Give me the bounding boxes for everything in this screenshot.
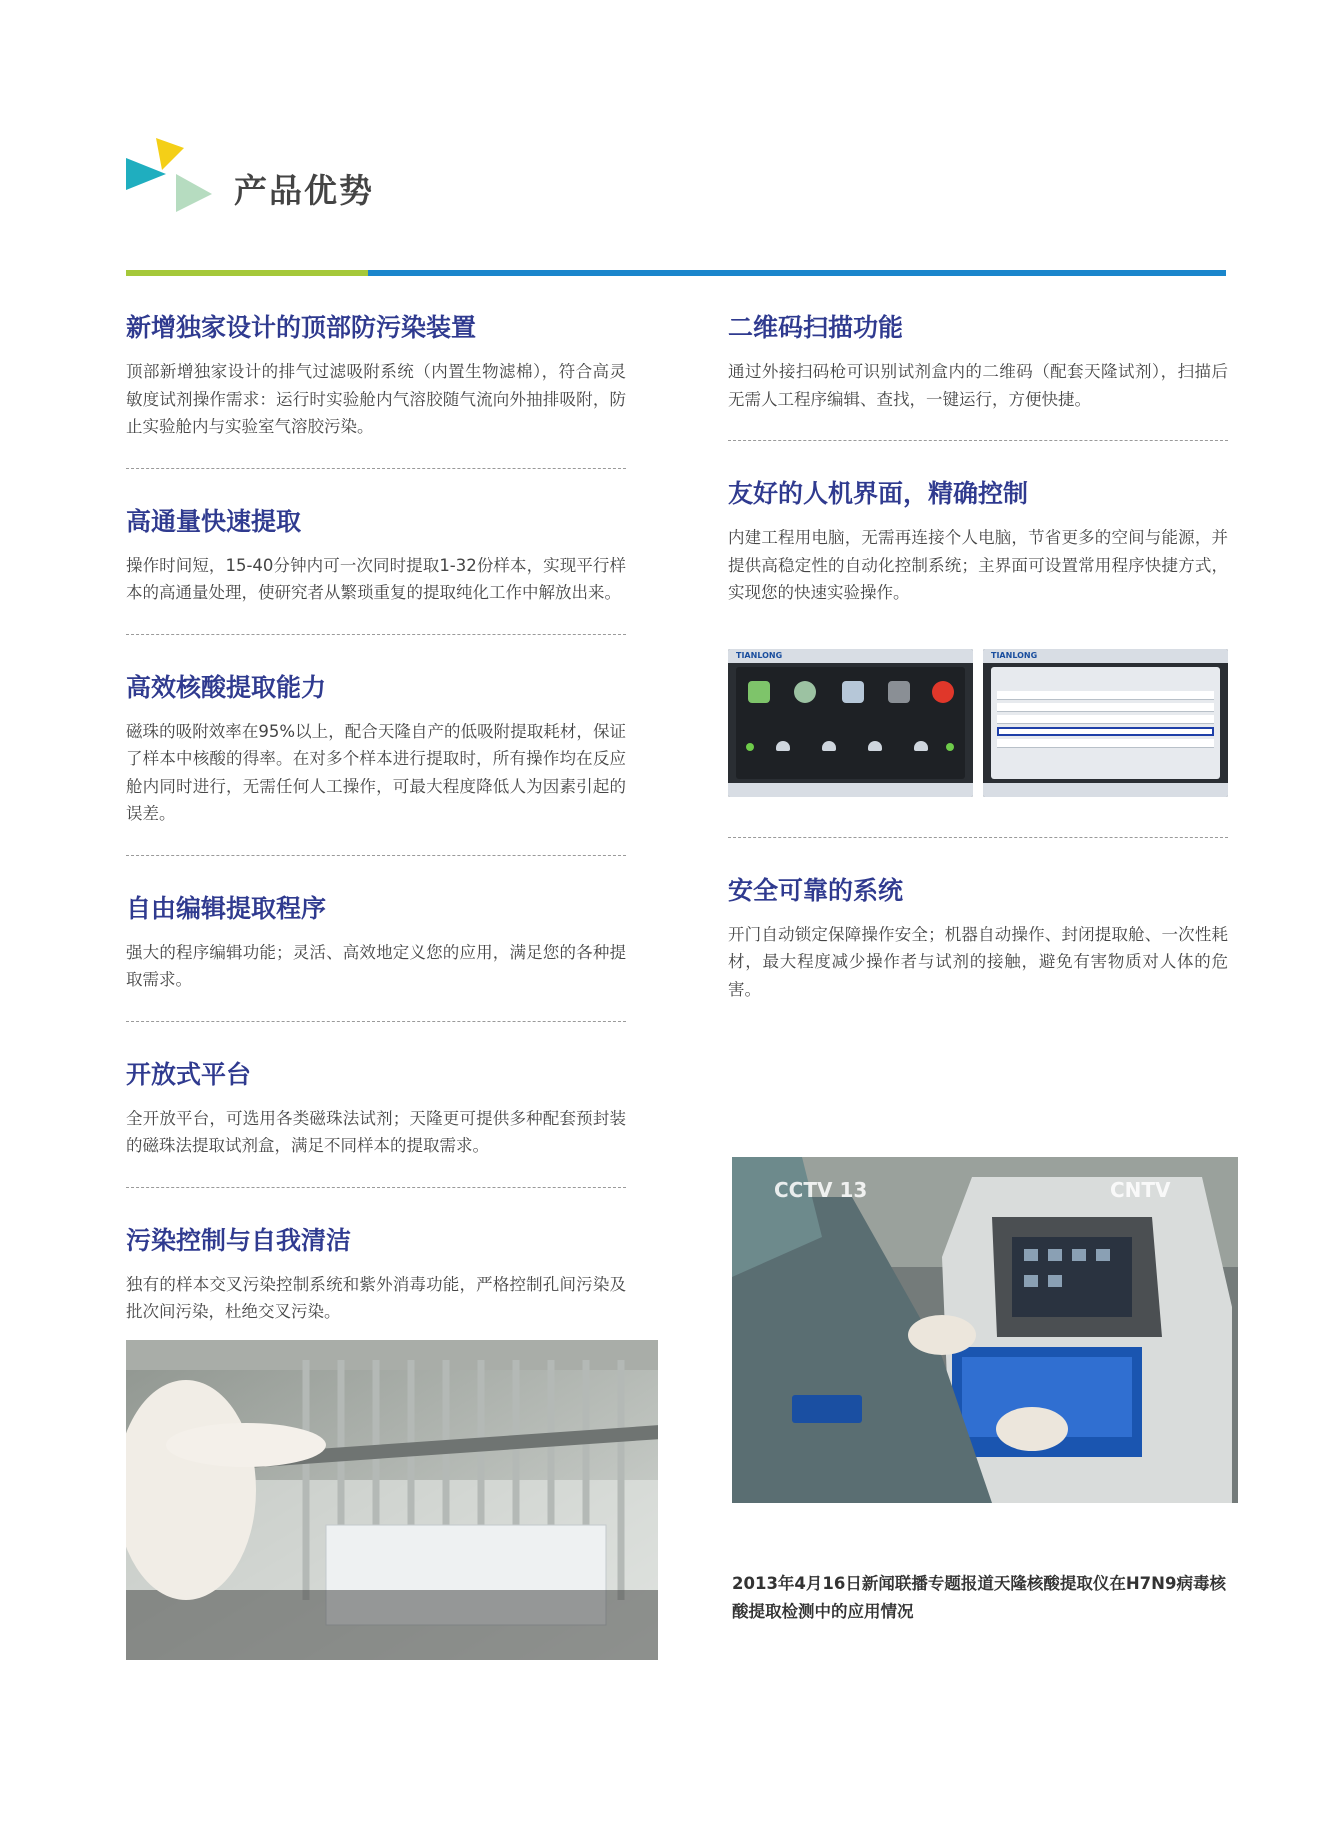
section-title: 二维码扫描功能 (728, 313, 904, 342)
header-divider (126, 270, 1226, 276)
feature-section (728, 476, 1228, 838)
section-title: 污染控制与自我清洁 (126, 1225, 352, 1255)
section-body: 通过外接扫码枪可识别试剂盒内的二维码（配套天隆试剂），扫描后无需人工程序编辑、查找，一键运行，方便快捷。 (728, 362, 1228, 409)
section-title: 新增独家设计的顶部防污染装置 (126, 313, 477, 342)
section-body: 独有的样本交叉污染控制系统和紫外消毒功能，严格控制孔间污染及批次间污染，杜绝交叉污染。 (126, 1274, 626, 1321)
feature-section (126, 504, 626, 635)
feature-section (126, 891, 626, 1022)
feature-section (126, 1057, 626, 1188)
section-divider (126, 855, 626, 856)
feature-section (126, 670, 626, 856)
page-title: 产品优势 (234, 171, 374, 210)
section-body: 内建工程用电脑，无需再连接个人电脑，节省更多的空间与能源，并提供高稳定性的自动化控制系统；主界面可设置常用程序快捷方式，实现您的快速实验操作。 (728, 528, 1228, 602)
section-divider (126, 1187, 626, 1188)
section-divider (728, 440, 1228, 441)
lab-photo (126, 1340, 658, 1660)
section-divider (126, 468, 626, 469)
section-divider (126, 634, 626, 635)
program-table-screenshot: TIANLONG (983, 649, 1228, 797)
brand-logo-icon (126, 136, 216, 216)
main-menu-screenshot: TIANLONG (728, 649, 973, 797)
right-column (728, 310, 1228, 1003)
news-photo (732, 1157, 1238, 1503)
section-body: 顶部新增独家设计的排气过滤吸附系统（内置生物滤棉），符合高灵敏度试剂操作需求：运行时实验舱内气溶胶随气流向外抽排吸附，防止实验舱内与实验室气溶胶污染。 (126, 362, 626, 436)
cntv-logo-text: CNTV (1110, 1178, 1171, 1202)
section-title: 友好的人机界面，精确控制 (728, 479, 1029, 508)
section-title: 高效核酸提取能力 (126, 672, 327, 702)
section-body: 磁珠的吸附效率在95%以上，配合天隆自产的低吸附提取耗材，保证了样本中核酸的得率。在对多个样本进行提取时，所有操作均在反应舱内同时进行，无需任何人工操作，可最大程度降低人为因素引起的误差。 (126, 721, 626, 823)
section-title: 高通量快速提取 (126, 506, 302, 536)
section-body: 开门自动锁定保障操作安全；机器自动操作、封闭提取舱、一次性耗材，最大程度减少操作者与试剂的接触，避免有害物质对人体的危害。 (728, 924, 1228, 999)
photo-caption: 2013年4月16日新闻联播专题报道天隆核酸提取仪在H7N9病毒核酸提取检测中的应用情况 (732, 1574, 1226, 1621)
section-body: 操作时间短，15-40分钟内可一次同时提取1-32份样本，实现平行样本的高通量处理，使研究者从繁琐重复的提取纯化工作中解放出来。 (126, 555, 626, 602)
section-divider (126, 1021, 626, 1022)
section-body: 强大的程序编辑功能；灵活、高效地定义您的应用，满足您的各种提取需求。 (126, 942, 626, 989)
section-title: 开放式平台 (126, 1059, 252, 1089)
cctv-logo-text: CCTV 13 (774, 1178, 868, 1202)
feature-section (728, 873, 1228, 1004)
section-title: 安全可靠的系统 (728, 875, 904, 905)
feature-section (126, 1223, 626, 1326)
left-column (126, 310, 626, 1326)
section-body: 全开放平台，可选用各类磁珠法试剂；天隆更可提供多种配套预封装的磁珠法提取试剂盒，满足不同样本的提取需求。 (126, 1108, 626, 1155)
section-title: 自由编辑提取程序 (126, 893, 327, 923)
feature-section (126, 310, 626, 469)
feature-section (728, 310, 1228, 441)
ui-screenshots (728, 649, 1228, 797)
section-divider (728, 837, 1228, 838)
